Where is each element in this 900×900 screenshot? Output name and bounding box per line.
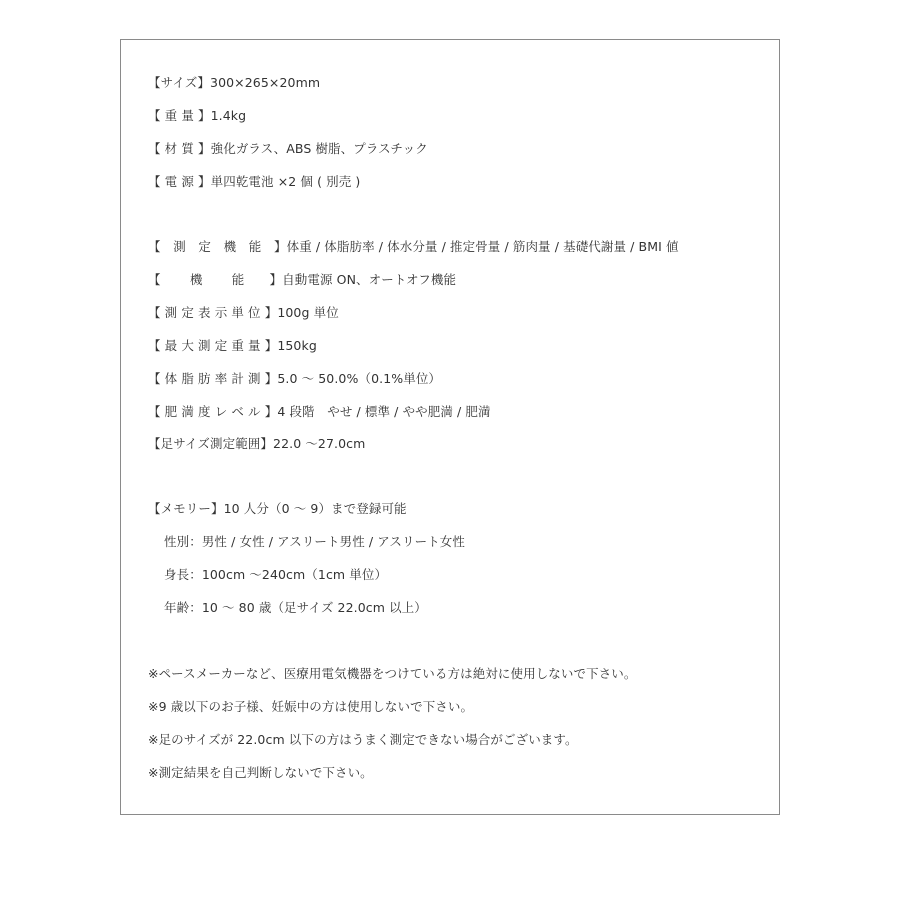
spec-label: 【メモリー】 bbox=[148, 501, 224, 516]
spec-label: 年齢： bbox=[164, 600, 202, 615]
spec-label: 【足サイズ測定範囲】 bbox=[148, 436, 274, 451]
spec-label: 身長： bbox=[164, 567, 202, 582]
spec-value: 300×265×20mm bbox=[210, 75, 321, 90]
spec-value: 10 人分（0 ～ 9）まで登録可能 bbox=[223, 501, 407, 516]
spec-label: 【 電 源 】 bbox=[148, 174, 211, 189]
spec-label: 【サイズ】 bbox=[148, 75, 211, 90]
spec-box bbox=[120, 39, 780, 815]
spec-label: 【 体 脂 肪 率 計 測 】 bbox=[148, 371, 278, 386]
spec-value: 5.0 ～ 50.0%（0.1%単位） bbox=[277, 371, 442, 386]
spec-value: 10 ～ 80 歳（足サイズ 22.0cm 以上） bbox=[201, 600, 427, 615]
spec-label: 【 機 能 】 bbox=[148, 272, 283, 287]
spec-value: 1.4kg bbox=[210, 108, 247, 123]
spec-value: 100cm ～240cm（1cm 単位） bbox=[201, 567, 388, 582]
spec-measurement-functions bbox=[148, 239, 679, 255]
spec-material bbox=[148, 141, 428, 157]
spec-label: 性別： bbox=[164, 534, 202, 549]
spec-label: 【 最 大 測 定 重 量 】 bbox=[148, 338, 278, 353]
spec-value: 自動電源 ON、オートオフ機能 bbox=[282, 272, 457, 287]
spec-memory-age bbox=[164, 600, 427, 616]
note-foot-size: ※足のサイズが 22.0cm 以下の方はうまく測定できない場合がございます。 bbox=[148, 732, 578, 747]
spec-label: 【 材 質 】 bbox=[148, 141, 211, 156]
spec-value: 4 段階 やせ / 標準 / やや肥満 / 肥満 bbox=[277, 404, 491, 419]
spec-value: 150kg bbox=[277, 338, 317, 353]
spec-functions bbox=[148, 272, 456, 288]
note-pacemaker: ※ペースメーカーなど、医療用電気機器をつけている方は絶対に使用しないで下さい。 bbox=[148, 666, 637, 681]
spec-label: 【 重 量 】 bbox=[148, 108, 211, 123]
note-children-pregnancy: ※9 歳以下のお子様、妊娠中の方は使用しないで下さい。 bbox=[148, 699, 474, 714]
spec-power bbox=[148, 174, 360, 190]
spec-value: 体重 / 体脂肪率 / 体水分量 / 推定骨量 / 筋肉量 / 基礎代謝量 / BMI 値 bbox=[286, 239, 679, 254]
spec-value: 100g 単位 bbox=[277, 305, 339, 320]
note-self-diagnosis: ※測定結果を自己判断しないで下さい。 bbox=[148, 765, 373, 780]
spec-weight bbox=[148, 108, 246, 124]
spec-label: 【 肥 満 度 レ ベ ル 】 bbox=[148, 404, 278, 419]
spec-max-weight bbox=[148, 338, 317, 354]
spec-value: 強化ガラス、ABS 樹脂、プラスチック bbox=[210, 141, 428, 156]
spec-value: 男性 / 女性 / アスリート男性 / アスリート女性 bbox=[201, 534, 465, 549]
spec-label: 【 測 定 機 能 】 bbox=[148, 239, 287, 254]
spec-memory-height bbox=[164, 567, 387, 583]
spec-value: 22.0 ～27.0cm bbox=[273, 436, 366, 451]
spec-body-fat-range bbox=[148, 371, 441, 387]
spec-memory bbox=[148, 501, 407, 517]
spec-memory-gender bbox=[164, 534, 465, 550]
spec-obesity-level bbox=[148, 404, 491, 420]
spec-display-unit bbox=[148, 305, 339, 321]
spec-label: 【 測 定 表 示 単 位 】 bbox=[148, 305, 278, 320]
spec-size bbox=[148, 75, 320, 91]
spec-value: 単四乾電池 ×2 個 ( 別売 ) bbox=[210, 174, 361, 189]
spec-foot-size-range bbox=[148, 436, 365, 452]
